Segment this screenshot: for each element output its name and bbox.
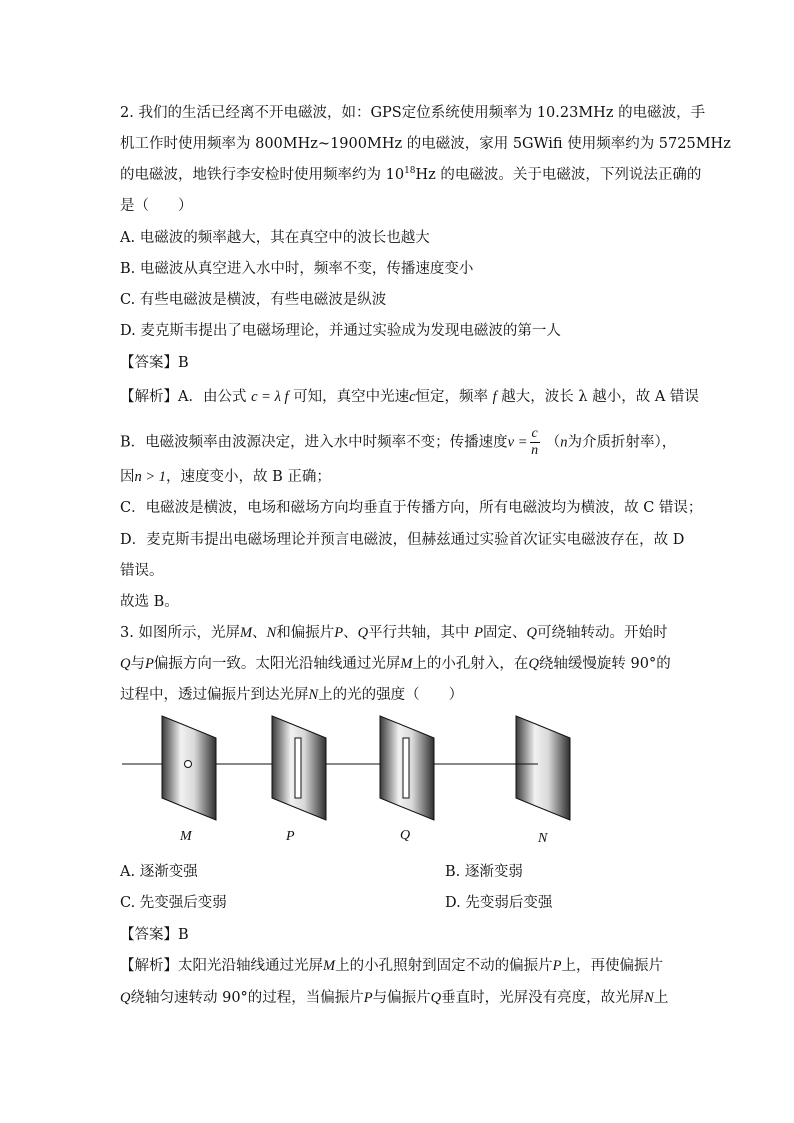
- polarizer-q-slit: [403, 738, 409, 798]
- q3-l1-p9: P: [474, 625, 484, 641]
- q3-l2-p2: P: [144, 656, 154, 672]
- q3-l2-p1: 与: [130, 656, 145, 672]
- q3-e2-p0: Q: [120, 990, 131, 1006]
- q3-e2-p2: P: [363, 990, 373, 1006]
- q3-e1-p0: 【解析】太阳光沿轴线通过光屏: [120, 958, 323, 974]
- q3-l1-p3: N: [266, 625, 277, 641]
- q2-exp2-c: 为介质折射率），: [567, 434, 677, 451]
- q2-exp2-numerator: c: [531, 426, 538, 441]
- screen-m-shape: [162, 716, 216, 820]
- q2-explanation-6: 错误。: [120, 563, 164, 579]
- polarizer-figure: [118, 712, 578, 856]
- q3-e1-p2: 上的小孔照射到固定不动的偏振片: [335, 958, 553, 974]
- q3-option-d: D. 先变弱后变强: [445, 895, 553, 911]
- q2-exp1-b: 可知，真空中光速: [293, 389, 410, 405]
- q2-conclusion: 故选 B。: [120, 594, 179, 610]
- q3-l1-p1: M: [239, 625, 253, 641]
- q2-exp1-d: 越大，波长 λ 越小，故 A 错误: [501, 389, 699, 405]
- q3-e2-p1: 绕轴匀速转动 90°的过程，当偏振片: [130, 990, 364, 1006]
- q2-exp1-c-symbol: c: [409, 389, 416, 405]
- q3-explanation-2: [120, 988, 668, 1008]
- q3-option-c: C. 先变强后变弱: [120, 895, 227, 911]
- q3-l1-p6: 、: [343, 625, 358, 641]
- q3-option-b: B. 逐渐变弱: [445, 864, 523, 880]
- q2-option-a: A. 电磁波的频率越大，其在真空中的波长也越大: [120, 230, 430, 246]
- q3-e2-p6: N: [644, 990, 654, 1006]
- q2-option-c: C. 有些电磁波是横波，有些电磁波是纵波: [120, 292, 387, 308]
- q2-stem-line-4: 是（ ）: [120, 198, 193, 214]
- q3-l1-p11: Q: [526, 625, 538, 641]
- q3-answer: 【答案】B: [120, 927, 189, 943]
- q2-stem-line-3b: Hz 的电磁波。关于电磁波，下列说法正确的: [415, 167, 702, 183]
- q2-answer: 【答案】B: [120, 355, 189, 371]
- q2-exp2-a: B．电磁波频率由波源决定，进入水中时频率不变；传播速度: [120, 434, 508, 451]
- q3-l2-p6: Q: [528, 656, 539, 672]
- q3-l1-p10: 固定、: [483, 625, 527, 641]
- q2-explanation-3: [120, 467, 331, 487]
- screen-n-shape: [516, 716, 570, 820]
- q3-e2-p5: 垂直时，光屏没有亮度，故光屏: [441, 990, 645, 1006]
- q3-l2-p4: M: [400, 656, 413, 672]
- q2-stem-line-3a: 的电磁波，地铁行李安检时使用频率约为 10: [120, 167, 405, 183]
- q3-explanation-1: [120, 956, 663, 976]
- q2-exp1-f-symbol: f: [492, 389, 497, 405]
- q3-l1-p4: 和偏振片: [276, 625, 335, 641]
- q2-exponent: 18: [404, 166, 416, 176]
- q2-exp1-a: 【解析】A．由公式: [120, 389, 247, 405]
- q3-stem-line-3: [120, 685, 463, 705]
- label-n: N: [538, 831, 548, 846]
- q3-e1-p3: P: [552, 958, 562, 974]
- q3-l3-p2: 上的光的强度（ ）: [318, 687, 464, 703]
- q3-stem-line-1: [120, 623, 668, 643]
- q2-exp2-n: n: [560, 434, 568, 451]
- q2-exp2-denominator: n: [531, 443, 539, 458]
- q2-exp3-a: 因: [120, 469, 135, 485]
- polarizer-p-slit: [295, 738, 301, 798]
- q3-l2-p0: Q: [120, 656, 131, 672]
- q3-option-a: A. 逐渐变强: [120, 864, 198, 880]
- q2-explanation-5: D．麦克斯韦提出电磁场理论并预言电磁波，但赫兹通过实验首次证实电磁波存在，故 D: [120, 532, 685, 548]
- q2-explanation-2: [120, 426, 676, 459]
- label-q: Q: [400, 828, 411, 843]
- q3-l1-p12: 可绕轴转动。开始时: [537, 625, 668, 641]
- q2-stem-line-1: 2. 我们的生活已经离不开电磁波，如：GPS定位系统使用频率为 10.23MHz 的电磁波，手: [120, 105, 706, 121]
- q2-option-b: B. 电磁波从真空进入水中时，频率不变，传播速度变小: [120, 261, 474, 277]
- q3-e2-p4: Q: [430, 990, 442, 1006]
- q2-exp3-formula: n > 1: [134, 469, 167, 485]
- q3-l3-p0: 过程中，透过偏振片到达光屏: [120, 687, 309, 703]
- q2-stem-line-3: [120, 165, 701, 185]
- q3-l1-p7: Q: [357, 625, 369, 641]
- q2-explanation-4: C．电磁波是横波，电场和磁场方向均垂直于传播方向，所有电磁波均为横波，故 C 错误；: [120, 500, 703, 516]
- q3-l1-p5: P: [334, 625, 344, 641]
- q3-l2-p3: 偏振方向一致。太阳光沿轴线通过光屏: [153, 656, 401, 672]
- q2-exp1-formula: c = λ f: [251, 389, 289, 405]
- label-m: M: [180, 829, 192, 844]
- q2-exp2-v: v =: [507, 434, 528, 451]
- q3-l2-p5: 上的小孔射入，在: [412, 656, 529, 672]
- q2-exp3-b: ，速度变小，故 B 正确；: [166, 469, 331, 485]
- label-p: P: [286, 829, 295, 844]
- q2-exp1-c: 恒定，频率: [415, 389, 489, 405]
- q3-l1-p0: 3. 如图所示，光屏: [120, 625, 240, 641]
- q3-l1-p2: 、: [252, 625, 267, 641]
- q2-option-d: D. 麦克斯韦提出了电磁场理论，并通过实验成为发现电磁波的第一人: [120, 323, 561, 339]
- q3-l2-p7: 绕轴缓慢旋转 90°的: [538, 656, 671, 672]
- q3-l1-p8: 平行共轴，其中: [368, 625, 470, 641]
- pinhole-icon: [185, 761, 192, 768]
- q3-e2-p3: 与偏振片: [372, 990, 431, 1006]
- q3-l3-p1: N: [308, 687, 319, 703]
- q3-stem-line-2: [120, 654, 671, 674]
- q2-exp2-b: （: [545, 434, 561, 451]
- q3-e2-p7: 上: [653, 990, 669, 1006]
- q3-e1-p4: 上，再使偏振片: [561, 958, 663, 974]
- q3-e1-p1: M: [323, 958, 336, 974]
- q2-explanation-1: [120, 387, 699, 407]
- q2-stem-line-2: 机工作时使用频率为 800MHz~1900MHz 的电磁波，家用 5GWifi 使用频率约为 5725MHz: [120, 136, 731, 152]
- q2-exp2-fraction: [530, 426, 540, 459]
